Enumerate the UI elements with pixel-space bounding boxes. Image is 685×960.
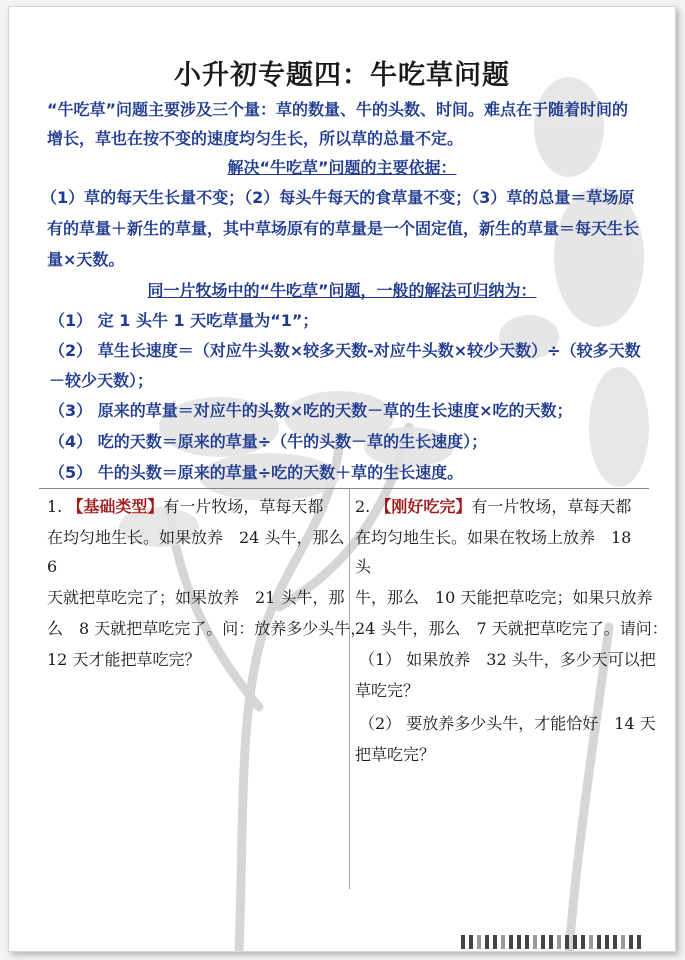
column-divider <box>349 489 350 889</box>
method-item-3: （3） 原来的草量＝对应牛的头数×吃的天数－草的生长速度×吃的天数； <box>49 401 573 420</box>
method-item-2: （2） 草生长速度＝（对应牛头数×较多天数-对应牛头数×较少天数）÷（较多天数 <box>49 341 641 360</box>
problem-2-line-4: 牛，那么 10 天能把草吃完；如果只放养 <box>355 588 653 607</box>
footer-barcode-decoration <box>461 935 666 949</box>
problem-2-line-2: 在均匀地生长。如果在牧场上放养 18 <box>355 528 632 547</box>
problem-2-line-3: 头 <box>355 557 372 576</box>
problem-2-subq-2: （2） 要放养多少头牛，才能恰好 14 天 <box>359 714 656 733</box>
problem-1-tag: 【基础类型】 <box>67 497 164 516</box>
basis-line-1: （1）草的每天生长量不变；（2）每头牛每天的食草量不变；（3）草的总量＝草场原 <box>41 188 635 207</box>
problem-2-line-1: 有一片牧场，草每天都 <box>471 497 632 516</box>
method-item-5: （5） 牛的头数＝原来的草量÷吃的天数＋草的生长速度。 <box>49 463 464 482</box>
problem-2-subq-1: （1） 如果放养 32 头牛，多少天可以把 <box>359 650 656 669</box>
method-heading <box>9 280 675 302</box>
method-heading-text: 同一片牧场中的“牛吃草”问题，一般的解法可归纳为： <box>147 281 537 300</box>
intro-line-2: 增长，草也在按不变的速度均匀生长，所以草的总量不定。 <box>47 129 464 148</box>
problem-1-line-2: 在均匀地生长。如果放养 24 头牛，那么 <box>47 528 345 547</box>
problem-2-subq-1-cont: 草吃完？ <box>355 681 420 700</box>
basis-line-2: 有的草量＋新生的草量，其中草场原有的草量是一个固定值，新生的草量＝每天生长 <box>47 219 640 238</box>
problem-1-line-4: 天就把草吃完了；如果放养 21 头牛，那 <box>47 588 345 607</box>
problem-1-number: 1. <box>47 497 63 516</box>
problem-2-line-5: 24 头牛，那么 7 天就把草吃完了。请问： <box>355 619 668 638</box>
problem-1-line-6: 12 天才能把草吃完？ <box>47 650 201 669</box>
section-divider <box>39 488 649 489</box>
problem-2-number: 2. <box>355 497 371 516</box>
problem-2-header <box>355 492 631 521</box>
problem-1-header <box>47 492 323 521</box>
method-item-1: （1） 定 1 头牛 1 天吃草量为“1”； <box>49 311 319 330</box>
problem-1-line-5: 么 8 天就把草吃完了。问：放养多少头牛， <box>47 619 367 638</box>
document-page <box>8 6 676 952</box>
basis-line-3: 量×天数。 <box>47 250 125 269</box>
content-area <box>9 7 675 951</box>
basis-heading-text: 解决“牛吃草”问题的主要依据： <box>227 158 457 177</box>
basis-heading <box>9 157 675 179</box>
page-title: 小升初专题四：牛吃草问题 <box>174 60 510 91</box>
method-item-4: （4） 吃的天数＝原来的草量÷（牛的头数－草的生长速度）； <box>49 432 488 451</box>
problem-2-subq-2-cont: 把草吃完？ <box>355 745 436 764</box>
problem-1-line-3: 6 <box>47 557 58 576</box>
problem-1-line-1: 有一片牧场，草每天都 <box>163 497 324 516</box>
problem-2-tag: 【刚好吃完】 <box>375 497 472 516</box>
method-item-2-cont: －较少天数）； <box>49 371 154 390</box>
intro-line-1: “牛吃草”问题主要涉及三个量：草的数量、牛的头数、时间。难点在于随着时间的 <box>47 100 629 119</box>
